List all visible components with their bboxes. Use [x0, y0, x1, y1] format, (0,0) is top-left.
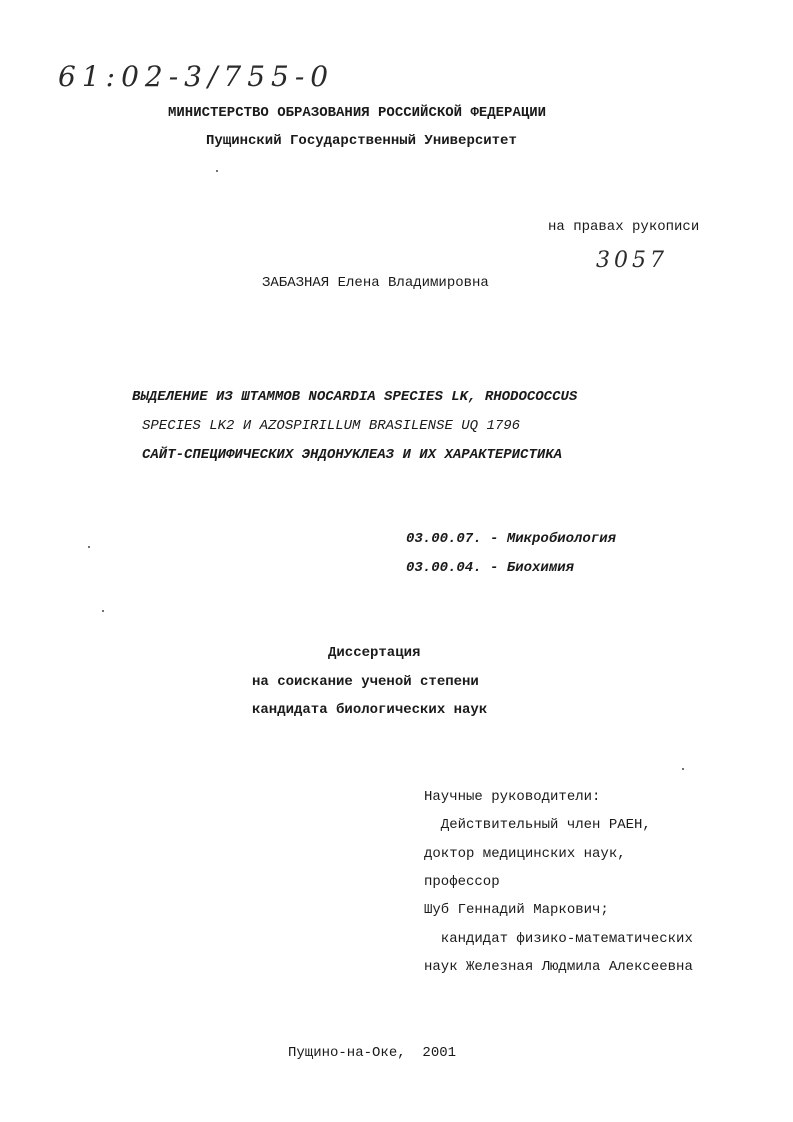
advisor-2-name: наук Железная Людмила Алексеевна [424, 959, 693, 975]
title-line-3: САЙТ-СПЕЦИФИЧЕСКИХ ЭНДОНУКЛЕАЗ И ИХ ХАРАКТЕРИСТИКА [142, 447, 563, 463]
advisor-2-degree: кандидат физико-математических [424, 931, 693, 947]
title-line-1: ВЫДЕЛЕНИЕ ИЗ ШТАММОВ NOCARDIA SPECIES LK, RHODOCOCCUS [132, 389, 578, 405]
specialty-microbiology: 03.00.07. - Микробиология [406, 531, 617, 547]
advisor-1-title: Действительный член РАЕН, [424, 817, 651, 833]
archive-code-handwritten: 61:02-3/755-0 [58, 60, 335, 93]
scan-speck [102, 610, 104, 612]
degree-line: на соискание ученой степени [252, 674, 479, 690]
university-heading: Пущинский Государственный Университет [206, 133, 517, 149]
scan-speck [682, 768, 684, 770]
advisors-heading: Научные руководители: [424, 789, 601, 805]
specialty-biochemistry: 03.00.04. - Биохимия [406, 560, 575, 576]
author-name: ЗАБАЗНАЯ Елена Владимировна [262, 275, 489, 291]
ministry-heading: МИНИСТЕРСТВО ОБРАЗОВАНИЯ РОССИЙСКОЙ ФЕДЕРАЦИИ [168, 105, 547, 121]
advisor-1-degree: доктор медицинских наук, [424, 846, 626, 862]
advisor-1-name: Шуб Геннадий Маркович; [424, 902, 609, 918]
scan-speck [216, 170, 218, 172]
advisor-1-rank: профессор [424, 874, 500, 890]
dissertation-label: Диссертация [328, 645, 421, 661]
place-year: Пущино-на-Оке, 2001 [288, 1045, 457, 1061]
title-line-2: SPECIES LK2 И AZOSPIRILLUM BRASILENSE UQ 1796 [142, 418, 521, 434]
manuscript-note: на правах рукописи [548, 219, 700, 235]
degree-field-line: кандидата биологических наук [252, 702, 488, 718]
handwritten-number: 3057 [596, 248, 668, 273]
scan-speck [88, 546, 90, 548]
